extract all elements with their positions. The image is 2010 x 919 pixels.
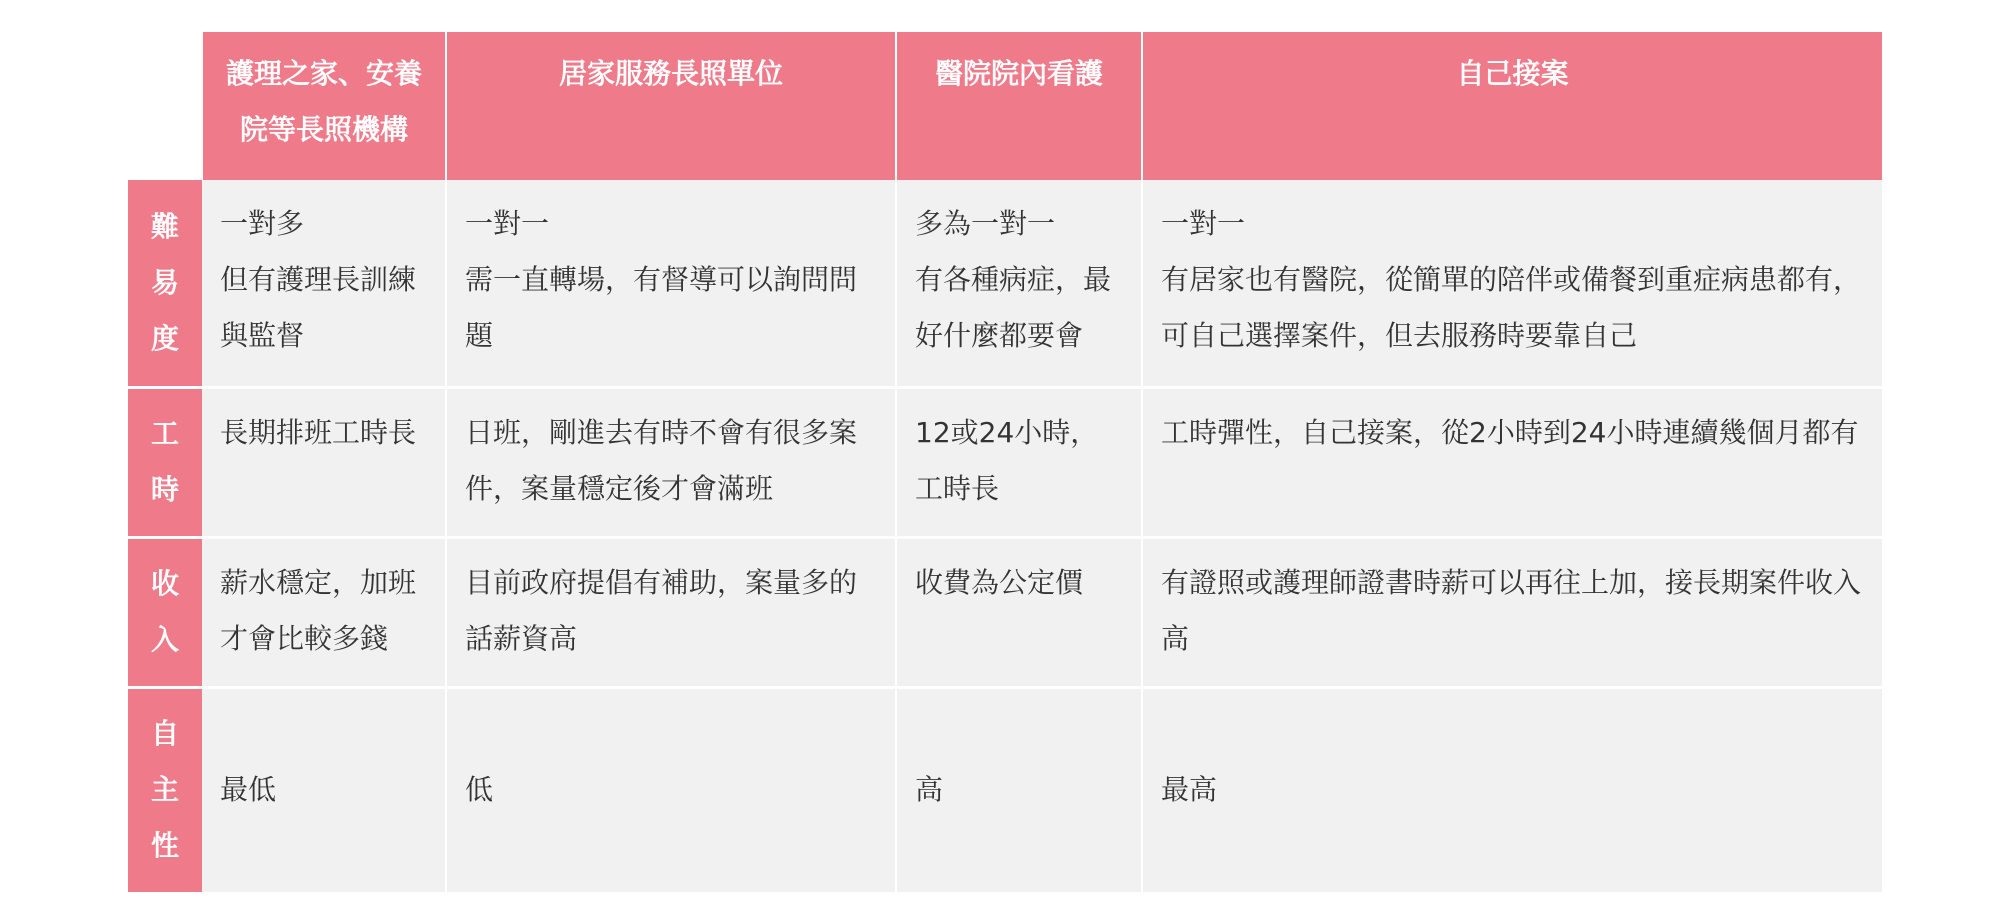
- row-header-char: 自: [150, 717, 179, 750]
- cell-line: 需一直轉場，有督導可以詢問問題: [465, 263, 858, 352]
- column-header-freelance: 自己接案: [1142, 32, 1882, 180]
- cell-line: 目前政府提倡有補助，案量多的話薪資高: [465, 565, 858, 655]
- cell-line: 最低: [220, 773, 277, 806]
- cell-line: 最高: [1161, 773, 1218, 806]
- table-cell: [202, 387, 446, 537]
- row-header-char: 收: [150, 567, 179, 600]
- table-cell: [896, 387, 1142, 537]
- header-row: [128, 32, 1882, 180]
- table-row-difficulty: [128, 180, 1882, 387]
- cell-line: 低: [465, 773, 494, 806]
- cell-line: 一對一: [465, 207, 550, 240]
- table-cell: [1142, 537, 1882, 687]
- row-header-char: 時: [150, 473, 179, 506]
- table-cell: [896, 180, 1142, 387]
- cell-line: 長期排班工時長: [220, 415, 417, 449]
- cell-line: 但有護理長訓練與監督: [220, 263, 417, 352]
- row-header-char: 性: [150, 829, 179, 862]
- row-header-working-hours: [128, 387, 202, 537]
- table-cell: [1142, 180, 1882, 387]
- table-row-autonomy: [128, 687, 1882, 893]
- cell-line: 有居家也有醫院，從簡單的陪伴或備餐到重症病患都有，可自己選擇案件，但去服務時要靠自己: [1161, 263, 1862, 352]
- row-header-char: 度: [150, 321, 179, 355]
- table-row-income: [128, 537, 1882, 687]
- table-cell: [896, 687, 1142, 893]
- cell-line: 多為一對一: [915, 207, 1056, 240]
- table-cell: [446, 180, 896, 387]
- cell-line: 日班，剛進去有時不會有很多案件，案量穩定後才會滿班: [465, 415, 858, 505]
- table-cell: [446, 687, 896, 893]
- row-header-char: 入: [150, 623, 179, 656]
- cell-line: 工時彈性，自己接案，從2小時到24小時連續幾個月都有: [1161, 415, 1859, 449]
- table-cell: [202, 687, 446, 893]
- table-cell: [1142, 387, 1882, 537]
- cell-line: 有證照或護理師證書時薪可以再往上加，接長期案件收入高: [1161, 565, 1862, 655]
- cell-line: 一對一: [1161, 207, 1246, 240]
- row-header-char: 工: [150, 417, 179, 450]
- comparison-table-wrapper: [128, 32, 1882, 895]
- table-cell: [896, 537, 1142, 687]
- row-header-difficulty: [128, 180, 202, 387]
- cell-line: 收費為公定價: [915, 565, 1084, 599]
- table-cell: [202, 537, 446, 687]
- row-header-char: 易: [150, 265, 179, 299]
- table-cell: [446, 537, 896, 687]
- cell-line: 工時長: [915, 471, 1000, 505]
- cell-line: 有各種病症，最好什麼都要會: [915, 263, 1112, 352]
- cell-line: 薪水穩定，加班才會比較多錢: [220, 565, 417, 655]
- cell-line: 一對多: [220, 207, 305, 240]
- row-header-char: 難: [150, 209, 179, 243]
- corner-cell: [128, 32, 202, 180]
- comparison-table: [128, 32, 1882, 895]
- cell-line: 高: [915, 773, 944, 806]
- column-header-hospital-care: 醫院院內看護: [896, 32, 1142, 180]
- cell-line: 12或24小時，: [915, 415, 1099, 449]
- column-header-home-service: 居家服務長照單位: [446, 32, 896, 180]
- table-row-working-hours: [128, 387, 1882, 537]
- row-header-char: 主: [150, 773, 179, 806]
- row-header-autonomy: [128, 687, 202, 893]
- row-header-income: [128, 537, 202, 687]
- column-header-care-institution: 護理之家、安養院等長照機構: [202, 32, 446, 180]
- table-cell: [446, 387, 896, 537]
- table-cell: [202, 180, 446, 387]
- table-cell: [1142, 687, 1882, 893]
